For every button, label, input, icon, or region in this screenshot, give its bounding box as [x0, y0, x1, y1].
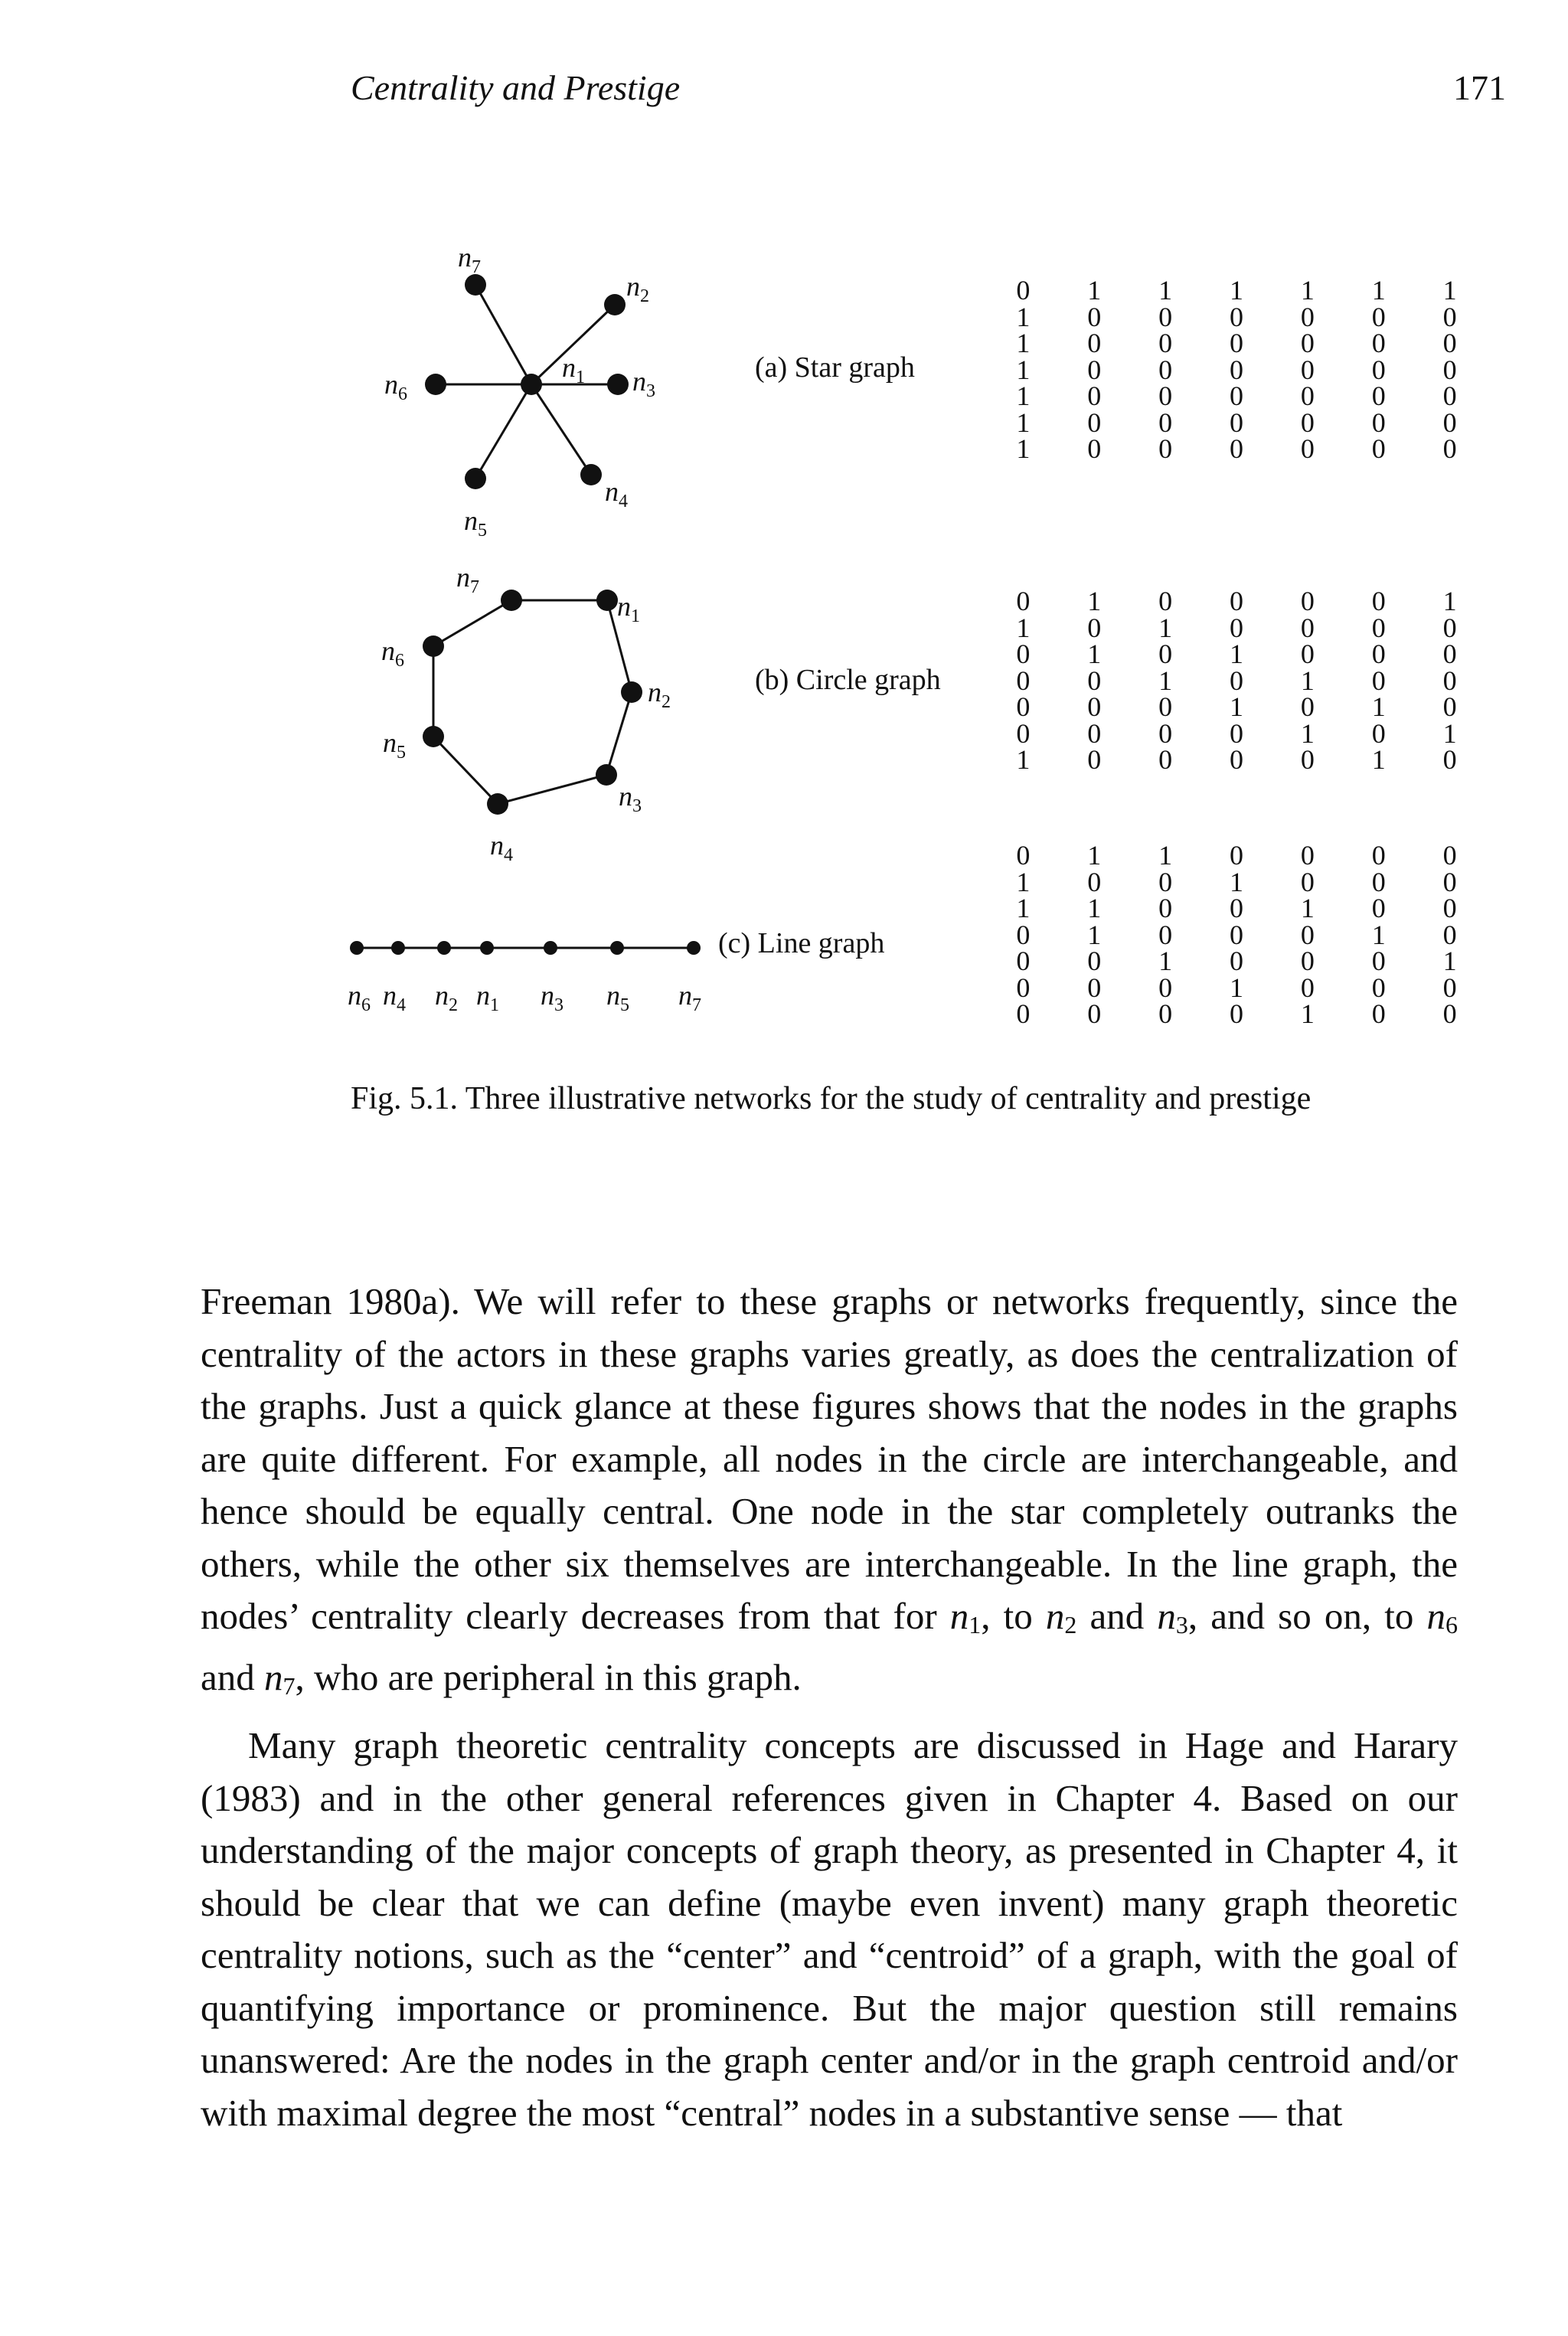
matrix-cell: 0 [1158, 919, 1173, 950]
matrix-cell: 0 [1229, 433, 1243, 464]
matrix-cell: 0 [1229, 586, 1243, 616]
paragraph-1: Freeman 1980a). We will refer to these graphs or networks frequently, since the centrality of the actors in these graphs varies greatly, as does the centralization of the graphs. Just a quick glance at these figures shows that the nodes in the graphs are quite different. For example, all nodes in the circle are interchangeable, and hence should be equally central. One node in the star completely outranks the others, while the other six themselves are interchangeable. In the line graph, the nodes’ centrality clearly decreases from that for $n_1$, to $n_2$ and $n_3$, and so on, to $n_6$ and $n_7$, who are peripheral in this graph. [201, 1280, 1458, 1700]
matrix-cell: 0 [1371, 301, 1386, 332]
matrix-cell: 1 [1016, 893, 1031, 923]
matrix-cell: 0 [1300, 919, 1315, 950]
matrix-cell: 0 [1300, 301, 1315, 332]
matrix-cell: 0 [1087, 354, 1102, 385]
matrix-cell: 0 [1087, 381, 1102, 411]
matrix-cell: 0 [1016, 972, 1031, 1003]
line-graph-label: (c) Line graph [718, 927, 885, 959]
circle-label-n6: $n_6$ [381, 635, 404, 671]
node-n2 [437, 941, 451, 955]
paragraph-2: Many graph theoretic centrality concepts are discussed in Hage and Harary (1983) and in the other general references given in Chapter 4. Based on our understanding of the major concepts of graph theory, as presented in Chapter 4, it should be clear that we can define (maybe even invent) many graph theoretic centrality notions, such as the “center” and “centroid” of a graph, with the goal of quantifying importance or prominence. But the major question still remains unanswered: Are the nodes in the graph center and/or in the graph centroid and/or with maximal degree the most “central” nodes in a substantive sense — that [201, 1724, 1458, 2134]
node-n3 [544, 941, 557, 955]
matrix-cell: 0 [1087, 972, 1102, 1003]
matrix-cell: 0 [1158, 744, 1173, 775]
matrix-cell: 0 [1229, 328, 1243, 358]
matrix-cell: 0 [1371, 866, 1386, 897]
matrix-cell: 0 [1371, 972, 1386, 1003]
line-adjacency-matrix [988, 842, 1485, 1028]
matrix-cell: 0 [1442, 919, 1457, 950]
star-graph-label: (a) Star graph [755, 351, 915, 384]
matrix-cell: 1 [1158, 946, 1173, 976]
matrix-cell: 0 [1087, 946, 1102, 976]
line-label-n3: $n_3$ [541, 980, 564, 1015]
matrix-cell: 0 [1300, 972, 1315, 1003]
matrix-cell: 0 [1300, 612, 1315, 643]
matrix-cell: 0 [1087, 691, 1102, 722]
matrix-cell: 1 [1016, 301, 1031, 332]
matrix-cell: 0 [1229, 946, 1243, 976]
matrix-cell: 0 [1371, 946, 1386, 976]
matrix-cell: 0 [1158, 354, 1173, 385]
matrix-cell: 0 [1087, 612, 1102, 643]
matrix-cell: 1 [1087, 919, 1102, 950]
matrix-cell: 0 [1158, 301, 1173, 332]
matrix-cell: 1 [1016, 381, 1031, 411]
page-number: 171 [1453, 68, 1506, 107]
matrix-cell: 0 [1087, 998, 1102, 1029]
matrix-cell: 0 [1016, 639, 1031, 669]
circle-label-n1: $n_1$ [617, 591, 640, 626]
matrix-cell: 0 [1442, 744, 1457, 775]
circle-label-n7: $n_7$ [456, 562, 479, 597]
matrix-cell: 0 [1371, 612, 1386, 643]
node-n7 [687, 941, 701, 955]
matrix-cell: 0 [1229, 381, 1243, 411]
matrix-cell: 0 [1158, 972, 1173, 1003]
matrix-cell: 1 [1371, 919, 1386, 950]
matrix-cell: 0 [1300, 328, 1315, 358]
matrix-cell: 0 [1158, 691, 1173, 722]
star-label-n1: $n_1$ [562, 352, 585, 387]
matrix-cell: 0 [1087, 866, 1102, 897]
matrix-cell: 0 [1158, 433, 1173, 464]
matrix-cell: 1 [1229, 639, 1243, 669]
matrix-cell: 0 [1229, 301, 1243, 332]
matrix-cell: 1 [1371, 275, 1386, 305]
star-label-n6: $n_6$ [384, 369, 407, 404]
matrix-cell: 0 [1016, 717, 1031, 749]
matrix-cell: 0 [1158, 407, 1173, 438]
matrix-cell: 0 [1087, 301, 1102, 332]
matrix-cell: 1 [1087, 840, 1102, 871]
matrix-cell: 1 [1016, 433, 1031, 464]
matrix-cell: 0 [1016, 275, 1031, 305]
running-header: Centrality and Prestige [351, 68, 681, 107]
circle-label-n4: $n_4$ [490, 830, 513, 865]
matrix-cell: 1 [1229, 691, 1243, 722]
matrix-cell: 0 [1158, 998, 1173, 1029]
matrix-cell: 0 [1016, 919, 1031, 950]
matrix-cell: 0 [1158, 586, 1173, 616]
matrix-cell: 0 [1229, 893, 1243, 923]
matrix-cell: 1 [1300, 998, 1315, 1029]
matrix-cell: 0 [1229, 407, 1243, 438]
matrix-cell: 0 [1087, 328, 1102, 358]
matrix-cell: 0 [1300, 639, 1315, 669]
matrix-cell: 0 [1087, 717, 1102, 749]
matrix-cell: 1 [1087, 586, 1102, 616]
matrix-cell: 1 [1016, 744, 1031, 775]
matrix-cell: 1 [1300, 717, 1315, 749]
line-label-n2: $n_2$ [435, 980, 458, 1015]
line-label-n7: $n_7$ [678, 980, 701, 1015]
matrix-cell: 1 [1442, 946, 1457, 976]
matrix-cell: 0 [1371, 407, 1386, 438]
matrix-cell: 0 [1371, 840, 1386, 871]
matrix-cell: 0 [1442, 972, 1457, 1003]
matrix-cell: 0 [1229, 840, 1243, 871]
matrix-cell: 0 [1016, 665, 1031, 696]
matrix-cell: 0 [1442, 433, 1457, 464]
matrix-cell: 0 [1442, 407, 1457, 438]
matrix-cell: 0 [1229, 998, 1243, 1029]
matrix-cell: 0 [1371, 893, 1386, 923]
matrix-cell: 0 [1158, 893, 1173, 923]
matrix-cell: 0 [1371, 381, 1386, 411]
matrix-cell: 0 [1371, 639, 1386, 669]
matrix-cell: 0 [1300, 586, 1315, 616]
matrix-cell: 1 [1371, 691, 1386, 722]
matrix-cell: 0 [1300, 691, 1315, 722]
matrix-cell: 1 [1229, 275, 1243, 305]
matrix-cell: 0 [1300, 433, 1315, 464]
body-text [201, 1276, 1458, 2147]
matrix-cell: 0 [1016, 691, 1031, 722]
matrix-cell: 0 [1016, 946, 1031, 976]
matrix-cell: 1 [1158, 665, 1173, 696]
node-n1 [480, 941, 494, 955]
matrix-cell: 1 [1016, 328, 1031, 358]
figure-caption: Fig. 5.1. Three illustrative networks for the study of centrality and prestige [351, 1081, 1312, 1116]
matrix-cell: 0 [1442, 354, 1457, 385]
matrix-cell: 0 [1300, 381, 1315, 411]
matrix-cell: 0 [1016, 998, 1031, 1029]
matrix-cell: 0 [1442, 301, 1457, 332]
matrix-cell: 0 [1016, 840, 1031, 871]
circle-graph-label: (b) Circle graph [755, 664, 941, 696]
matrix-cell: 1 [1087, 275, 1102, 305]
matrix-cell: 1 [1158, 612, 1173, 643]
matrix-cell: 0 [1229, 717, 1243, 749]
matrix-cell: 0 [1229, 665, 1243, 696]
matrix-cell: 0 [1158, 328, 1173, 358]
matrix-cell: 0 [1442, 691, 1457, 722]
line-label-n4: $n_4$ [383, 980, 406, 1015]
matrix-cell: 1 [1158, 275, 1173, 305]
matrix-cell: 0 [1442, 665, 1457, 696]
matrix-cell: 0 [1371, 354, 1386, 385]
matrix-cell: 0 [1371, 328, 1386, 358]
star-label-n2: $n_2$ [626, 271, 649, 306]
matrix-cell: 1 [1442, 717, 1457, 749]
matrix-cell: 0 [1300, 744, 1315, 775]
line-label-n1: $n_1$ [476, 980, 499, 1015]
matrix-cell: 0 [1442, 866, 1457, 897]
matrix-cell: 0 [1229, 354, 1243, 385]
matrix-cell: 1 [1300, 275, 1315, 305]
matrix-cell: 0 [1300, 866, 1315, 897]
matrix-cell: 0 [1371, 998, 1386, 1029]
matrix-cell: 1 [1300, 893, 1315, 923]
matrix-cell: 0 [1371, 586, 1386, 616]
matrix-cell: 1 [1087, 639, 1102, 669]
matrix-cell: 0 [1087, 407, 1102, 438]
matrix-cell: 1 [1016, 407, 1031, 438]
matrix-cell: 1 [1016, 866, 1031, 897]
matrix-cell: 0 [1087, 665, 1102, 696]
matrix-cell: 0 [1087, 744, 1102, 775]
matrix-cell: 1 [1016, 612, 1031, 643]
matrix-cell: 0 [1016, 586, 1031, 616]
matrix-cell: 0 [1442, 328, 1457, 358]
matrix-cell: 0 [1300, 946, 1315, 976]
matrix-cell: 1 [1158, 840, 1173, 871]
line-label-n5: $n_5$ [606, 980, 629, 1015]
matrix-cell: 0 [1442, 893, 1457, 923]
node-n6 [350, 941, 364, 955]
matrix-cell: 1 [1016, 354, 1031, 385]
matrix-cell: 0 [1300, 840, 1315, 871]
circle-label-n2: $n_2$ [648, 677, 671, 712]
matrix-cell: 0 [1158, 717, 1173, 749]
matrix-cell: 0 [1158, 866, 1173, 897]
star-label-n3: $n_3$ [632, 366, 655, 401]
matrix-cell: 1 [1229, 972, 1243, 1003]
matrix-cell: 0 [1371, 665, 1386, 696]
matrix-cell: 1 [1087, 893, 1102, 923]
matrix-cell: 1 [1371, 744, 1386, 775]
line-label-n6: $n_6$ [348, 980, 371, 1015]
matrix-cell: 0 [1371, 717, 1386, 749]
star-label-n4: $n_4$ [605, 476, 628, 511]
node-n4 [391, 941, 405, 955]
matrix-cell: 0 [1158, 639, 1173, 669]
matrix-cell: 0 [1371, 433, 1386, 464]
matrix-cell: 1 [1300, 665, 1315, 696]
matrix-cell: 0 [1158, 381, 1173, 411]
matrix-cell: 0 [1087, 433, 1102, 464]
matrix-cell: 1 [1229, 866, 1243, 897]
matrix-cell: 0 [1229, 919, 1243, 950]
matrix-cell: 1 [1442, 275, 1457, 305]
circle-label-n3: $n_3$ [619, 781, 642, 816]
matrix-cell: 0 [1442, 840, 1457, 871]
matrix-cell: 0 [1229, 744, 1243, 775]
circle-label-n5: $n_5$ [383, 727, 406, 763]
star-label-n5: $n_5$ [464, 505, 487, 541]
matrix-cell: 0 [1300, 407, 1315, 438]
matrix-cell: 0 [1442, 639, 1457, 669]
node-n5 [610, 941, 624, 955]
matrix-cell: 1 [1442, 586, 1457, 616]
matrix-cell: 0 [1229, 612, 1243, 643]
matrix-cell: 0 [1442, 998, 1457, 1029]
matrix-cell: 0 [1442, 381, 1457, 411]
matrix-cell: 0 [1442, 612, 1457, 643]
matrix-cell: 0 [1300, 354, 1315, 385]
star-label-n7: $n_7$ [458, 242, 481, 277]
